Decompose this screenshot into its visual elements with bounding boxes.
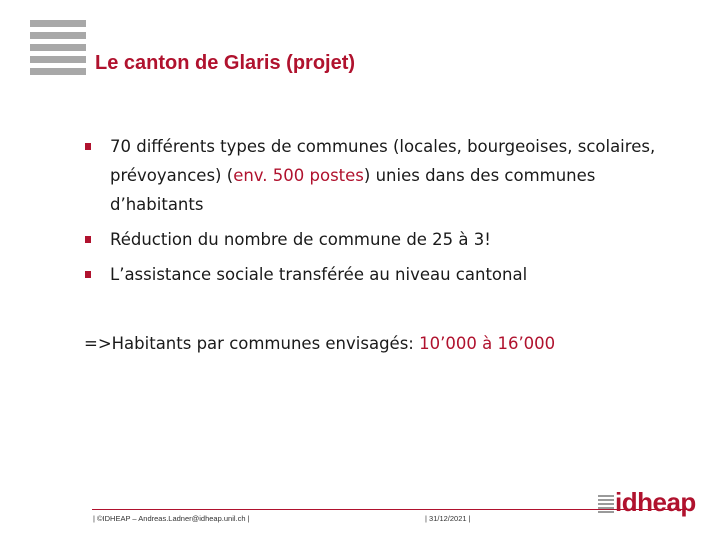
bullet-highlight: env. 500 postes <box>233 166 364 185</box>
bullet-square-icon <box>85 271 91 278</box>
bullet-item-reduction <box>84 225 684 254</box>
conclusion-line <box>84 334 555 353</box>
bullet-text: L’assistance sociale transférée au niveau cantonal <box>110 265 528 284</box>
conclusion-text: =>Habitants par communes envisagés: <box>84 334 420 353</box>
footer-date: | 31/12/2021 | <box>425 514 471 523</box>
bullet-item-communes <box>84 132 684 219</box>
brand-wordmark: idheap <box>615 487 696 517</box>
footer-credit: | ©IDHEAP – Andreas.Ladner@idheap.unil.ch | <box>93 514 250 523</box>
idheap-logo <box>598 487 696 520</box>
slide-title: Le canton de Glaris (projet) <box>95 52 356 74</box>
bullet-text: Réduction du nombre de commune de 25 à 3! <box>110 230 491 249</box>
bullet-square-icon <box>85 143 91 150</box>
bullet-list <box>84 132 684 289</box>
bullet-text: ) unies dans des communes d’habitants <box>110 166 596 214</box>
bullet-text: 70 différents types de communes (locales, bourgeoises, scolaires, prévoyances) ( <box>110 137 656 185</box>
bullet-square-icon <box>85 236 91 243</box>
bullet-item-assistance <box>84 260 684 289</box>
conclusion-highlight: 10’000 à 16’000 <box>419 334 556 353</box>
